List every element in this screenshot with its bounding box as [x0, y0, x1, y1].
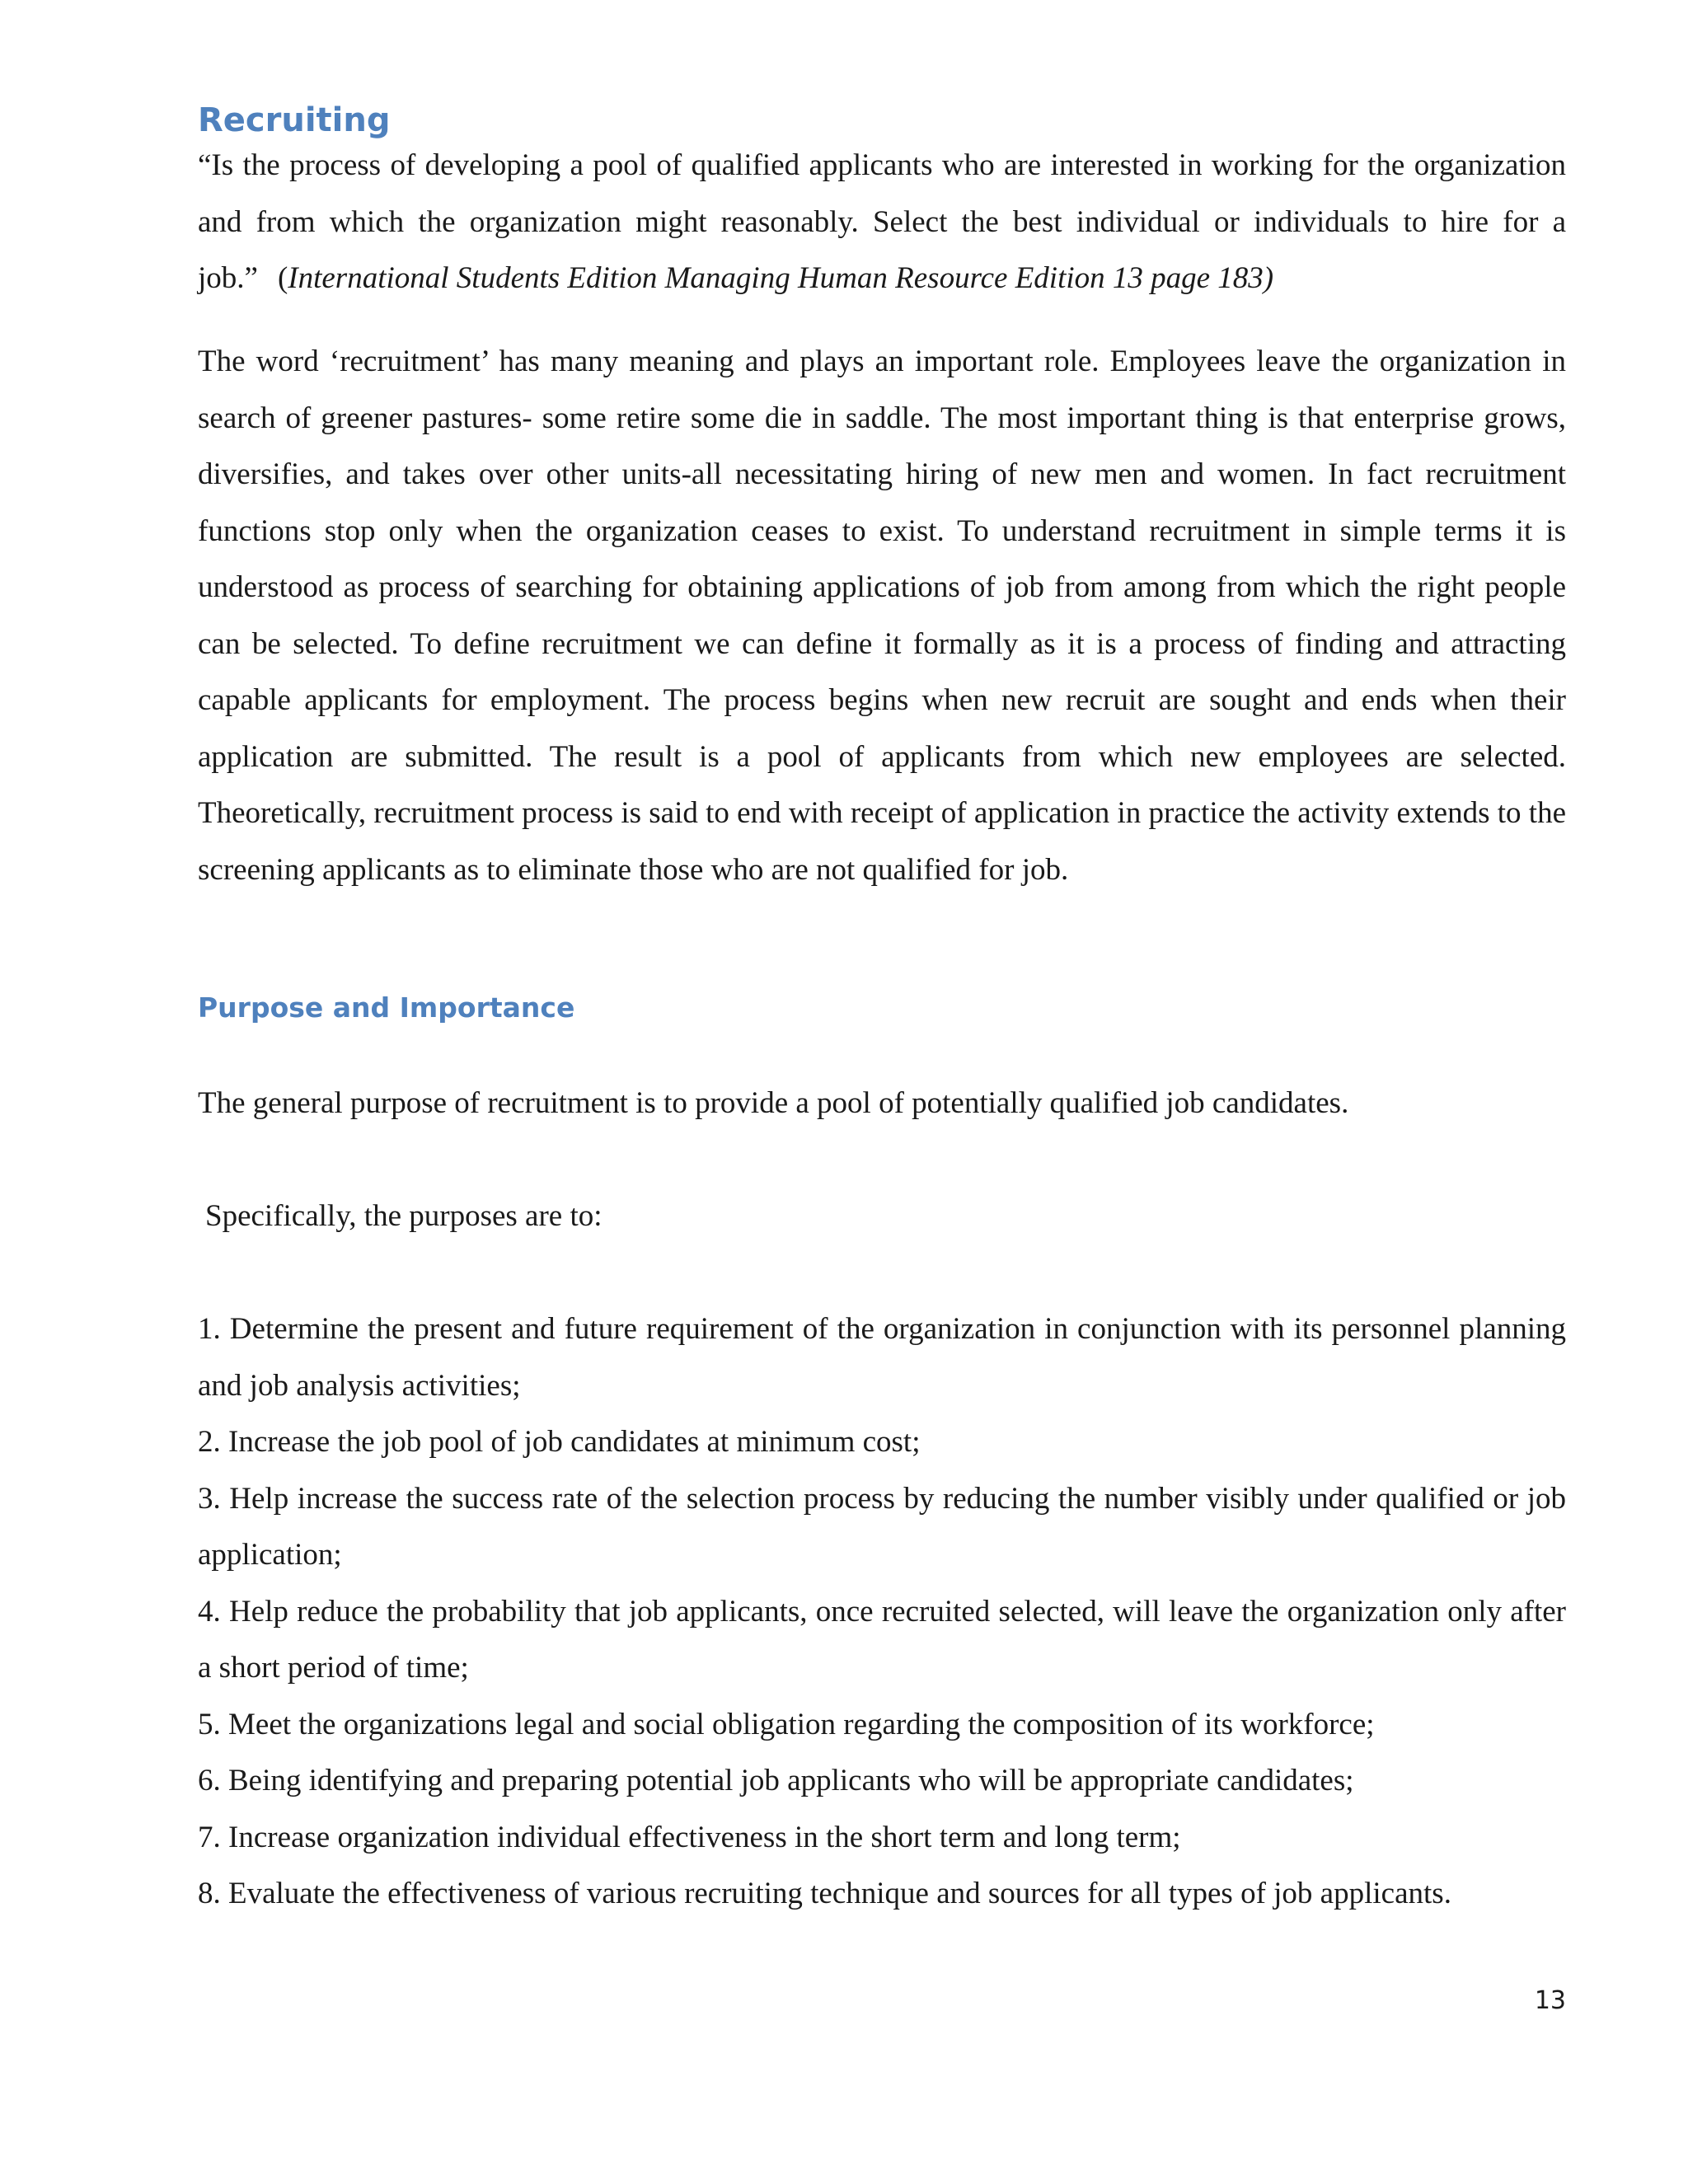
list-item: 7. Increase organization individual effectiveness in the short term and long term; [198, 1820, 1181, 1854]
recruiting-definition-quote [198, 138, 1566, 307]
general-purpose-text: The general purpose of recruitment is to provide a pool of potentially qualified job candidates. [198, 1086, 1349, 1120]
list-item: 1. Determine the present and future requirement of the organization in conjunction with its personnel planning and job analysis activities; [198, 1312, 1566, 1403]
citation [278, 261, 1273, 295]
citation-open-paren: ( [277, 261, 288, 295]
specifically-text: Specifically, the purposes are to: [205, 1199, 603, 1233]
list-item: 8. Evaluate the effectiveness of various recruiting technique and sources for all types of job applicants. [198, 1877, 1451, 1910]
quote-text: “Is the process of developing a pool of qualified applicants who are interested in working for the organization and from which the organization might reasonably. Select the best individual or individuals to hire for a job.” [198, 148, 1566, 295]
list-item: 4. Help reduce the probability that job applicants, once recruited selected, will leave the organization only after a short period of time; [198, 1594, 1566, 1685]
list-item: 5. Meet the organizations legal and social obligation regarding the composition of its workforce; [198, 1707, 1375, 1741]
citation-text: International Students Edition Managing Human Resource Edition 13 page 183) [288, 261, 1274, 295]
page-number: 13 [1534, 1986, 1566, 2015]
section-heading-recruiting: Recruiting [198, 101, 391, 139]
section-heading-purpose: Purpose and Importance [198, 991, 575, 1024]
list-item: 2. Increase the job pool of job candidates at minimum cost; [198, 1425, 921, 1459]
list-item: 3. Help increase the success rate of the selection process by reducing the number visibly under qualified or job application; [198, 1481, 1566, 1572]
recruitment-paragraph: The word ‘recruitment’ has many meaning and plays an important role. Employees leave the organization in search of greener pastures- some retire some die in saddle. The most important thing is that enterprise grows, diversifies, and takes over other units-all necessitating hiring of new men and women. In fact recruitment functions stop only when the organization ceases to exist. To understand recruitment in simple terms it is understood as process of searching for obtaining applications of job from among from which the right people can be selected. To define recruitment we can define it formally as it is a process of finding and attracting capable applicants for employment. The process begins when new recruit are sought and ends when their application are submitted. The result is a pool of applicants from which new employees are selected. Theoretically, recruitment process is said to end with receipt of application in practice the activity extends to the screening applicants as to eliminate those who are not qualified for job. [198, 344, 1566, 887]
list-item: 6. Being identifying and preparing potential job applicants who will be appropriate candidates; [198, 1764, 1354, 1797]
purposes-list [198, 1301, 1566, 1923]
